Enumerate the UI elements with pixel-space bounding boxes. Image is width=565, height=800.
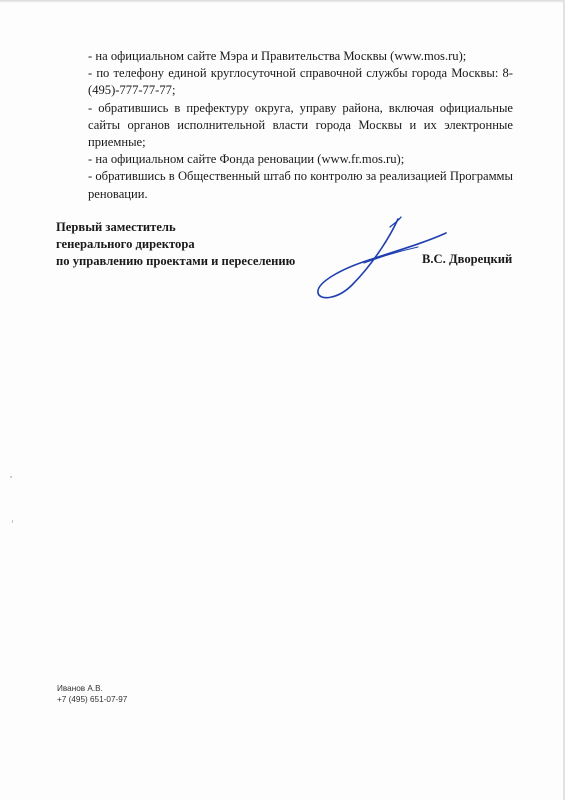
signatory-position bbox=[56, 219, 295, 269]
scan-speck bbox=[12, 520, 13, 523]
paragraph-text: - обратившись в Общественный штаб по контролю за реализацией Программы реновации. bbox=[88, 169, 513, 201]
document-body bbox=[88, 48, 513, 203]
executor-info bbox=[57, 683, 127, 705]
position-line-1: Первый заместитель bbox=[56, 220, 176, 234]
paragraph-fund-site bbox=[88, 151, 513, 168]
paragraph-text: - на официальном сайте Фонда реновации (www.fr.mos.ru); bbox=[88, 152, 405, 167]
scan-edge-top bbox=[0, 0, 565, 3]
executor-phone: +7 (495) 651-07-97 bbox=[57, 695, 128, 704]
paragraph-text: - обратившись в префектуру округа, управу района, включая официальные сайты органов исполнительной власти города Москвы и их электронные приемные; bbox=[88, 100, 513, 150]
paragraph-mos-site bbox=[88, 48, 513, 65]
paragraph-text: - на официальном сайте Мэра и Правительства Москвы (www.mos.ru); bbox=[88, 49, 467, 63]
position-line-3: по управлению проектами и переселению bbox=[56, 253, 296, 268]
executor-name: Иванов А.В. bbox=[57, 684, 103, 693]
paragraph-public-hq bbox=[88, 168, 513, 202]
position-line-2: генерального директора bbox=[56, 236, 195, 251]
scan-speck bbox=[10, 476, 12, 478]
paragraph-prefecture bbox=[88, 100, 513, 152]
signatory-name: В.С. Дворецкий bbox=[422, 252, 513, 266]
paragraph-text: - по телефону единой круглосуточной справочной службы города Москвы: 8-(495)-777-77-77; bbox=[88, 66, 513, 98]
paragraph-phone bbox=[88, 65, 513, 99]
